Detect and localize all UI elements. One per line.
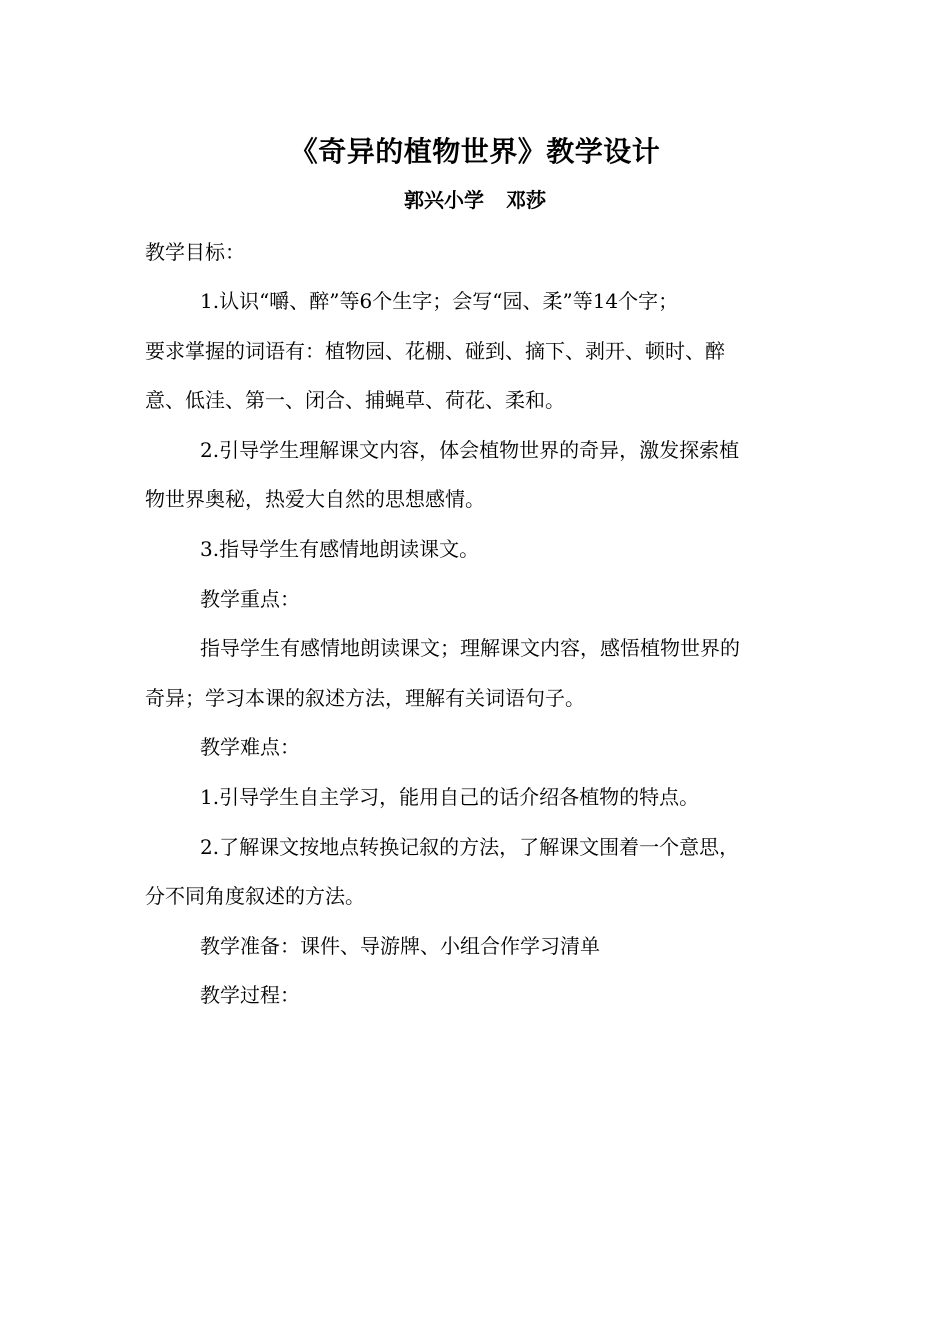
difficulty-2-line-1: 2.了解课文按地点转换记叙的方法，了解课文围着一个意思， (200, 835, 740, 859)
goal-1-line-3: 意、低洼、第一、闭合、捕蝇草、荷花、柔和。 (145, 388, 565, 412)
author-name: 邓莎 (506, 188, 546, 212)
key-points-heading: 教学重点： (200, 587, 300, 611)
author-line (0, 185, 950, 215)
author-school: 郭兴小学 (404, 188, 484, 212)
preparation-line: 教学准备：课件、导游牌、小组合作学习清单 (200, 934, 600, 958)
difficulty-1: 1.引导学生自主学习，能用自己的话介绍各植物的特点。 (200, 785, 700, 809)
key-points-line-2: 奇异；学习本课的叙述方法，理解有关词语句子。 (145, 686, 585, 710)
goal-2-line-1: 2.引导学生理解课文内容，体会植物世界的奇异，激发探索植 (200, 438, 740, 462)
difficulties-heading: 教学难点： (200, 735, 300, 759)
goal-1-line-2: 要求掌握的词语有：植物园、花棚、碰到、摘下、剥开、顿时、醉 (145, 339, 725, 363)
process-heading: 教学过程： (200, 983, 300, 1007)
key-points-line-1: 指导学生有感情地朗读课文；理解课文内容，感悟植物世界的 (200, 636, 740, 660)
goals-heading: 教学目标： (145, 240, 245, 264)
goal-3: 3.指导学生有感情地朗读课文。 (200, 537, 480, 561)
goal-2-line-2: 物世界奥秘，热爱大自然的思想感情。 (145, 487, 485, 511)
document-title: 《奇异的植物世界》教学设计 (289, 135, 661, 168)
goal-1-line-1: 1.认识“嚼、醉”等6个生字；会写“园、柔”等14个字； (200, 289, 679, 313)
difficulty-2-line-2: 分不同角度叙述的方法。 (145, 884, 365, 908)
